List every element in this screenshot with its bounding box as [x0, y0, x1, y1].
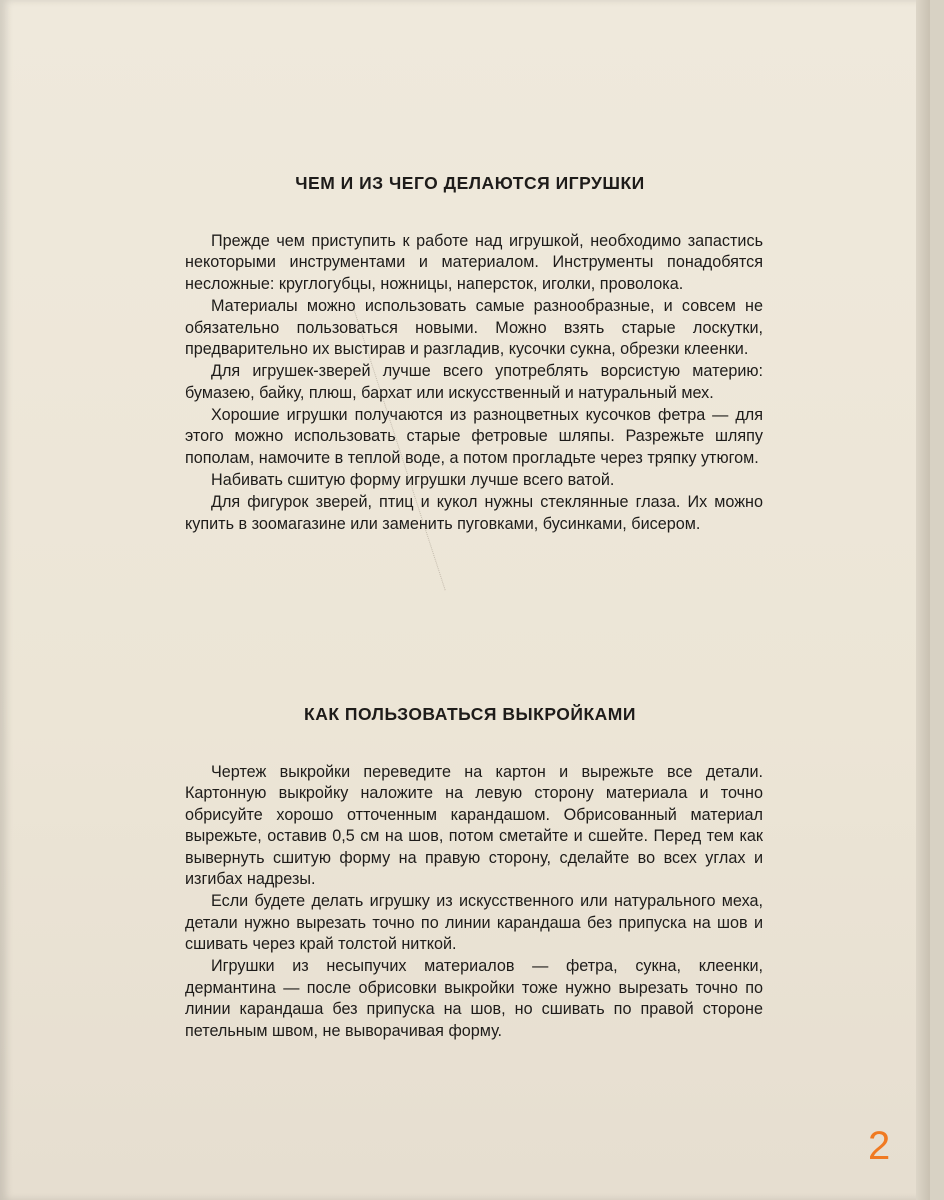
section-1-body — [185, 231, 763, 536]
section-1-paragraph: Набивать сшитую форму игрушки лучше всего ватой. — [211, 471, 615, 490]
section-1-paragraph: Для фигурок зверей, птиц и кукол нужны стеклянные глаза. Их можно купить в зоомагазине или заменить пуговками, бусинками, бисером. — [185, 493, 763, 533]
section-1-paragraph: Материалы можно использовать самые разнообразные, и совсем не обязательно пользоваться новыми. Можно взять старые лоскутки, предварительно их выстирав и разгладив, кусочки сукна, обрезки клеенки. — [185, 297, 763, 358]
page-number: 2 — [868, 1124, 891, 1168]
section-2-paragraph: Игрушки из несыпучих материалов — фетра, сукна, клеенки, дермантина — после обрисовки выкройки тоже нужно вырезать точно по линии карандаша без припуска на шов, но сшивать по правой стороне петельным швом, не выворачивая форму. — [185, 957, 763, 1040]
page-edge — [916, 0, 930, 1200]
section-1-paragraph: Для игрушек-зверей лучше всего употреблять ворсистую материю: бумазею, байку, плюш, бархат или искусственный и натуральный мех. — [185, 362, 763, 402]
section-2-paragraph: Чертеж выкройки переведите на картон и вырежьте все детали. Картонную выкройку наложите на левую сторону материала и точно обрисуйте хорошо отточенным карандашом. Обрисованный материал вырежьте, оставив 0,5 см на шов, потом сметайте и сшейте. Перед тем как вывернуть сшитую форму на правую сторону, сделайте во всех углах и изгибах надрезы. — [185, 763, 763, 889]
section-1-paragraph: Хорошие игрушки получаются из разноцветных кусочков фетра — для этого можно использовать старые фетровые шляпы. Разрежьте шляпу пополам, намочите в теплой воде, а потом прогладьте через тряпку утюгом. — [185, 405, 763, 467]
section-2-title: КАК ПОЛЬЗОВАТЬСЯ ВЫКРОЙКАМИ — [304, 704, 636, 724]
section-2-paragraph: Если будете делать игрушку из искусственного или натурального меха, детали нужно вырезать точно по линии карандаша без припуска на шов и сшивать через край толстой ниткой. — [185, 892, 763, 954]
section-2-body — [185, 762, 763, 1043]
section-1-paragraph: Прежде чем приступить к работе над игрушкой, необходимо запастись некоторыми инструментами и материалом. Инструменты понадобятся несложные: круглогубцы, ножницы, наперсток, иголки, проволока. — [185, 232, 763, 293]
section-1-title: ЧЕМ И ИЗ ЧЕГО ДЕЛАЮТСЯ ИГРУШКИ — [295, 173, 645, 193]
